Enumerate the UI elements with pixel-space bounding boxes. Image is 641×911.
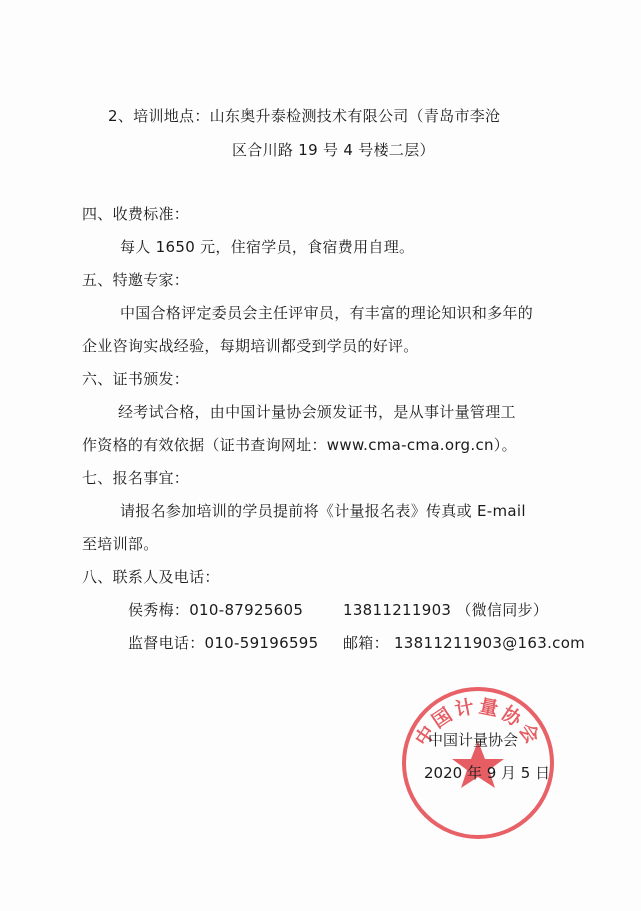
contact-person: 侯秀梅：010-87925605	[128, 601, 304, 619]
experts-line-2: 企业咨询实战经验，每期培训都受到学员的好评。	[82, 337, 419, 355]
registration-heading: 七、报名事宜：	[82, 469, 190, 487]
fees-text: 每人 1650 元，住宿学员，食宿费用自理。	[120, 238, 415, 256]
location-line-1: 2、培训地点：山东奥升泰检测技术有限公司（青岛市李沧	[108, 107, 501, 125]
supervision-phone: 监督电话：010-59196595	[128, 634, 319, 652]
signature-date: 2020 年 9 月 5 日	[424, 764, 551, 782]
fees-heading: 四、收费标准：	[82, 205, 190, 223]
signature-org: 中国计量协会	[428, 731, 519, 749]
certificate-line-1: 经考试合格，由中国计量协会颁发证书，是从事计量管理工	[118, 403, 516, 421]
certificate-line-2: 作资格的有效依据（证书查询网址：www.cma-cma.org.cn）。	[82, 436, 517, 454]
contact-email: 邮箱： 13811211903@163.com	[343, 634, 586, 652]
experts-line-1: 中国合格评定委员会主任评审员，有丰富的理论知识和多年的	[120, 304, 534, 322]
location-line-2: 区合川路 19 号 4 号楼二层）	[232, 141, 435, 159]
registration-line-2: 至培训部。	[82, 535, 159, 553]
experts-heading: 五、特邀专家：	[82, 271, 190, 289]
certificate-heading: 六、证书颁发：	[82, 370, 190, 388]
registration-line-1: 请报名参加培训的学员提前将《计量报名表》传真或 E-mail	[120, 502, 526, 520]
contact-heading: 八、联系人及电话：	[82, 568, 220, 586]
contact-mobile: 13811211903 （微信同步）	[343, 601, 549, 619]
seal-text: 中国计量协会	[411, 695, 545, 750]
